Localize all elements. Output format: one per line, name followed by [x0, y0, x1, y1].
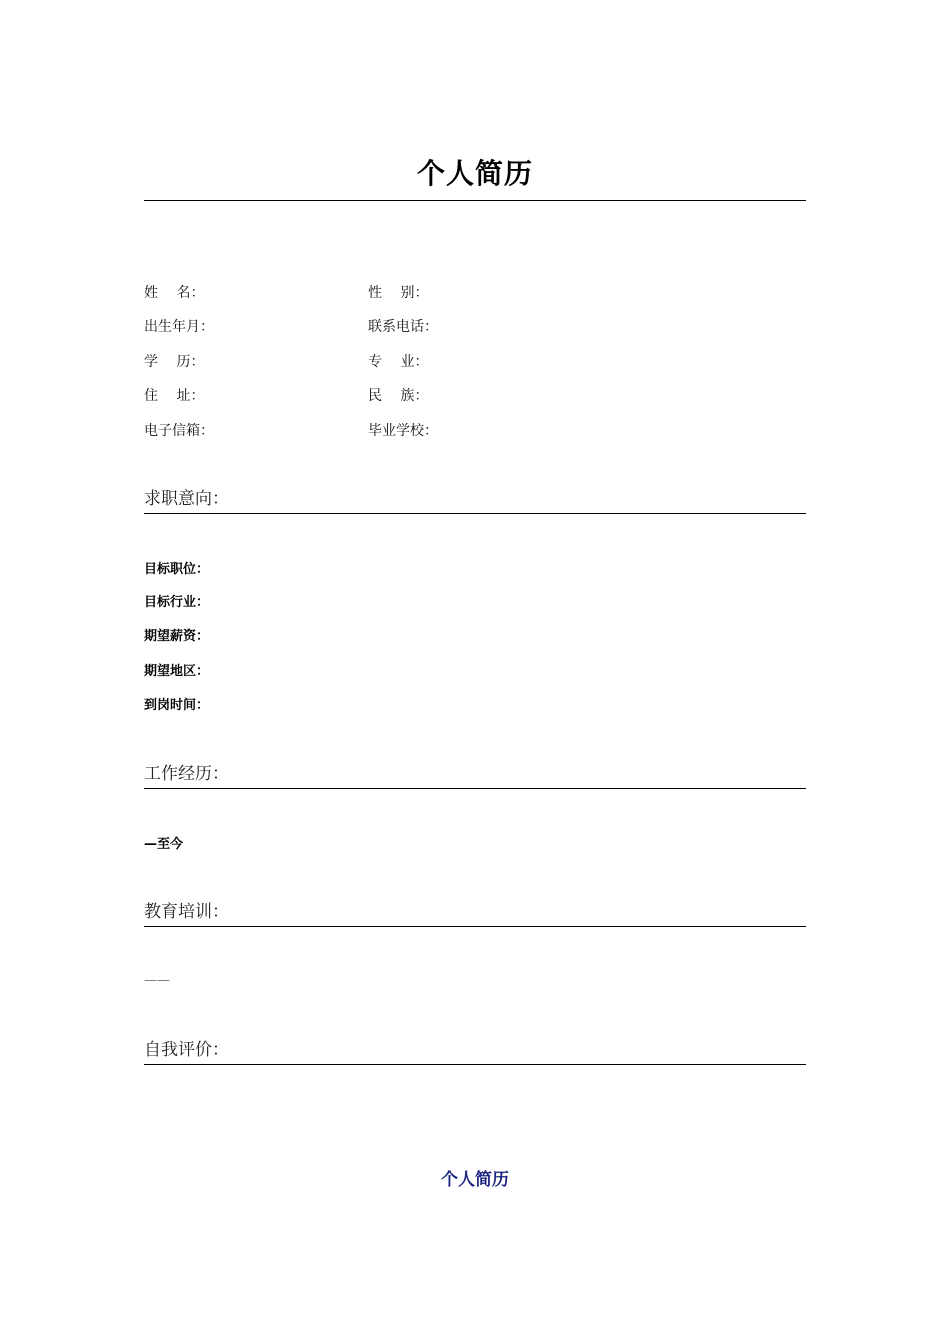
- title-divider: [144, 200, 806, 201]
- page-title: 个人简历: [416, 157, 533, 190]
- section-self-evaluation: 自我评价：: [144, 1038, 806, 1065]
- start-date-label: 到岗时间：: [144, 698, 210, 713]
- target-industry-label: 目标行业：: [144, 595, 210, 610]
- school-label: 毕业学校：: [368, 423, 438, 439]
- expected-salary-label: 期望薪资：: [144, 629, 210, 644]
- phone-label: 联系电话：: [368, 319, 438, 335]
- degree-label: 学 历：: [144, 354, 205, 370]
- expected-region-label: 期望地区：: [144, 664, 210, 679]
- name-label: 姓 名：: [144, 285, 205, 301]
- birth-date-label: 出生年月：: [144, 319, 214, 335]
- section-work-experience: 工作经历：: [144, 762, 806, 789]
- section-education: 教育培训：: [144, 900, 806, 927]
- target-position-label: 目标职位：: [144, 562, 210, 577]
- footer-title: 个人简历: [441, 1170, 509, 1190]
- work-period: —至今: [144, 837, 184, 852]
- ethnicity-label: 民 族：: [368, 388, 429, 404]
- email-label: 电子信箱：: [144, 423, 214, 439]
- major-label: 专 业：: [368, 354, 429, 370]
- section-job-intent: 求职意向：: [144, 487, 806, 514]
- education-period: ——: [144, 973, 170, 988]
- gender-label: 性 别：: [368, 285, 429, 301]
- address-label: 住 址：: [144, 388, 205, 404]
